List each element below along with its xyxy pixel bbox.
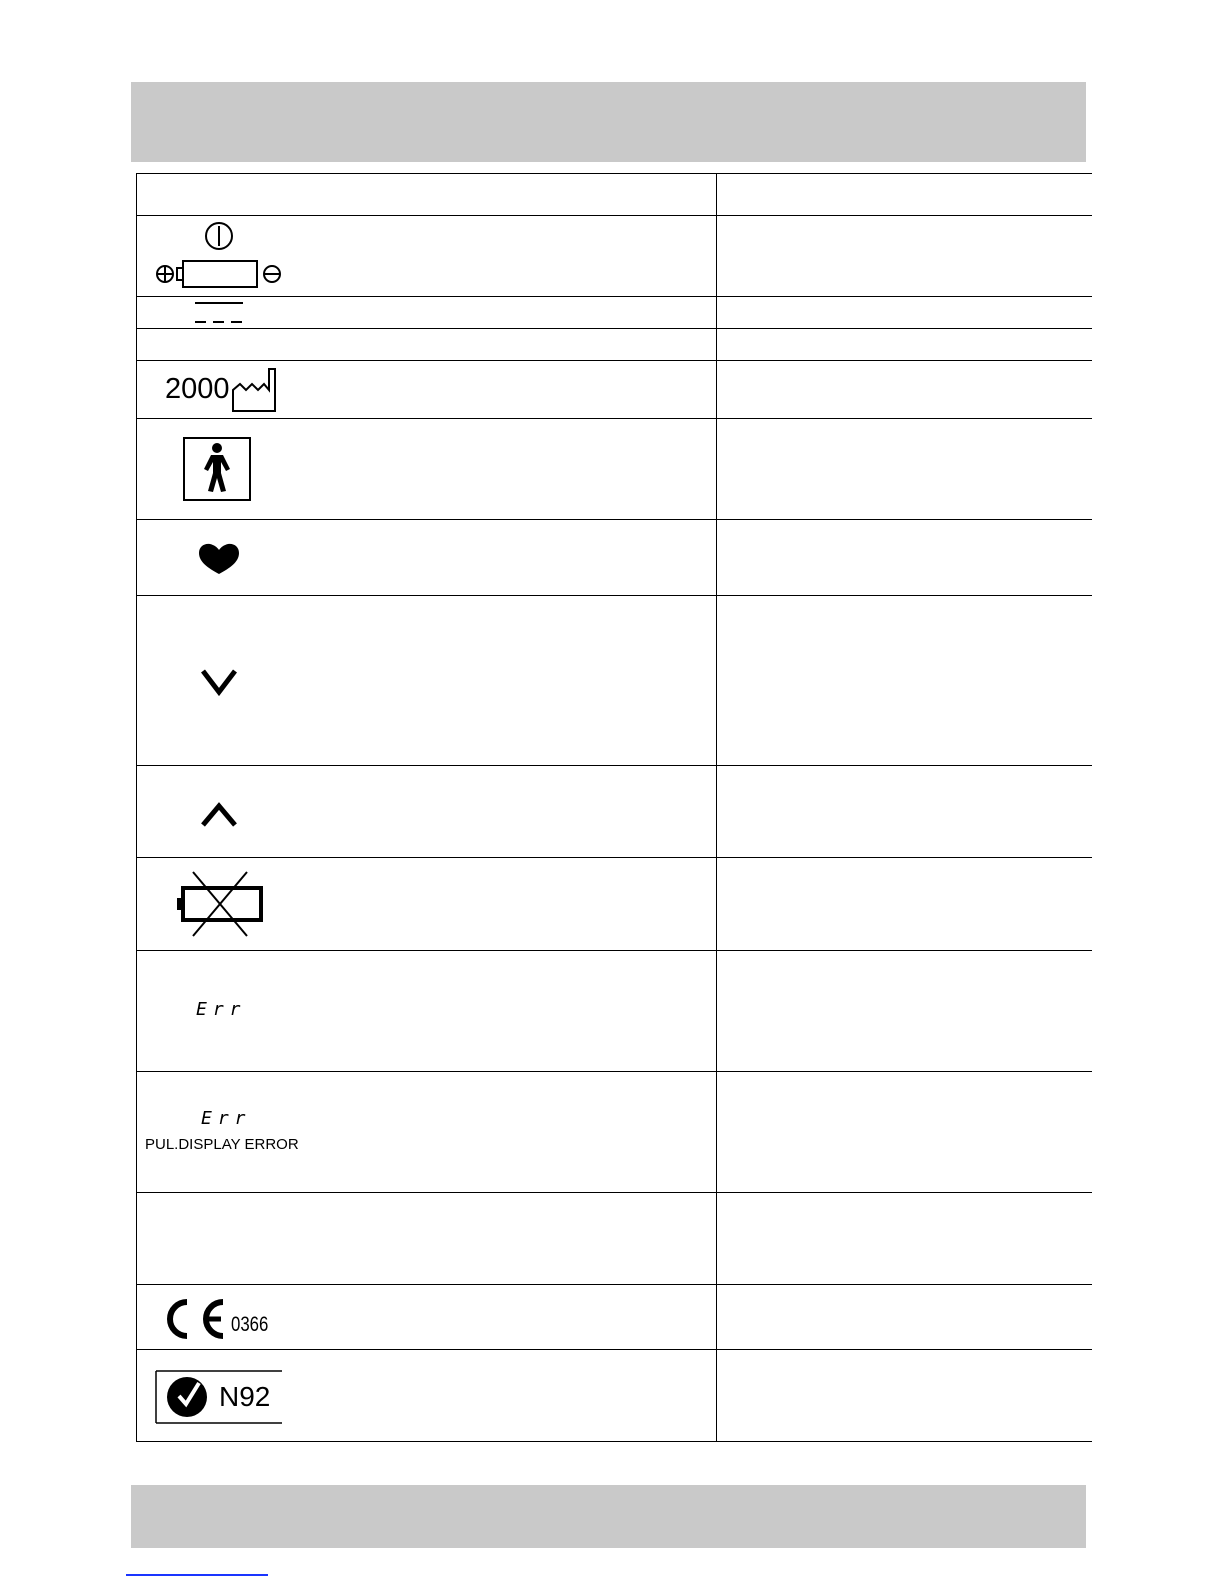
header-band	[131, 82, 1086, 162]
table-row	[137, 297, 1093, 329]
pulse-display-error-label: PUL.DISPLAY ERROR	[145, 1136, 299, 1153]
error-display-icon: Err	[196, 999, 247, 1020]
table-row	[137, 216, 1093, 297]
footer-link-underline	[126, 1574, 268, 1576]
manufacture-year: 2000	[165, 373, 230, 405]
symbol-cell	[137, 297, 717, 329]
table-row	[137, 858, 1093, 951]
table-row	[137, 329, 1093, 361]
battery-crossed-icon	[175, 870, 265, 938]
footer-band	[131, 1485, 1086, 1548]
table-row	[137, 596, 1093, 766]
symbol-cell	[137, 1285, 717, 1350]
table-row	[137, 951, 1093, 1072]
heart-icon	[198, 543, 240, 575]
symbol-cell	[137, 361, 717, 419]
type-b-applied-part-icon	[183, 437, 251, 501]
description-cell	[717, 951, 1093, 1072]
description-cell	[717, 596, 1093, 766]
table-row	[137, 520, 1093, 596]
description-cell	[717, 1193, 1093, 1285]
symbol-cell	[137, 520, 717, 596]
symbol-cell	[137, 1193, 717, 1285]
table-row	[137, 1285, 1093, 1350]
ce-mark-icon	[167, 1298, 237, 1340]
description-cell	[717, 766, 1093, 858]
symbol-cell	[137, 858, 717, 951]
description-cell	[717, 1285, 1093, 1350]
table-row	[137, 1350, 1093, 1442]
manufacture-date-icon	[230, 366, 278, 414]
symbol-cell	[137, 1072, 717, 1193]
description-cell	[717, 858, 1093, 951]
symbol-table	[136, 173, 1092, 1442]
table-row	[137, 1072, 1093, 1193]
symbol-cell	[137, 1350, 717, 1442]
table-row	[137, 419, 1093, 520]
description-cell	[717, 361, 1093, 419]
chevron-up-icon	[200, 802, 238, 828]
description-column-header	[717, 174, 1093, 216]
symbol-cell	[137, 419, 717, 520]
direct-current-icon	[194, 300, 244, 326]
pulse-error-display-icon: Err	[201, 1108, 252, 1129]
description-cell	[717, 1072, 1093, 1193]
description-cell	[717, 419, 1093, 520]
table-header-row	[137, 174, 1093, 216]
description-cell	[717, 297, 1093, 329]
symbol-cell	[137, 596, 717, 766]
ce-notified-body-number: 0366	[231, 1313, 269, 1336]
description-cell	[717, 520, 1093, 596]
symbol-cell	[137, 216, 717, 297]
battery-polarity-icon	[155, 221, 285, 293]
description-cell	[717, 329, 1093, 361]
table-row	[137, 766, 1093, 858]
c-tick-code: N92	[219, 1381, 271, 1412]
table-row	[137, 1193, 1093, 1285]
description-cell	[717, 1350, 1093, 1442]
symbol-cell	[137, 766, 717, 858]
table-row	[137, 361, 1093, 419]
description-cell	[717, 216, 1093, 297]
symbol-column-header	[137, 174, 717, 216]
symbol-cell	[137, 329, 717, 361]
chevron-down-icon	[200, 668, 238, 696]
symbol-cell	[137, 951, 717, 1072]
